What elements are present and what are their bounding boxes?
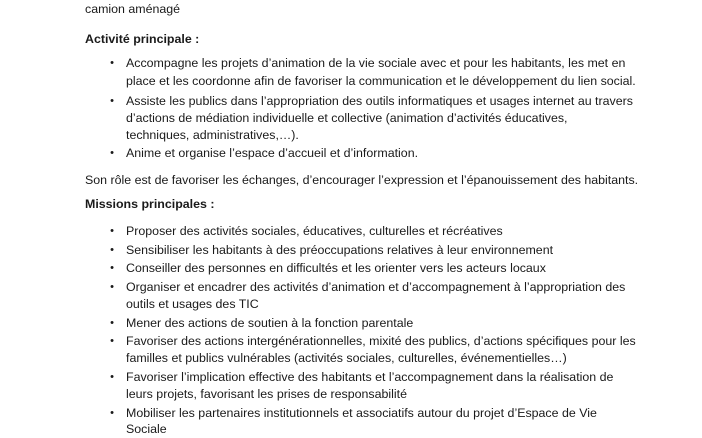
missions-item-3-line-0: Organiser et encadrer des activités d’animation et d’accompagnement à l’appropriation des	[126, 280, 626, 294]
activite-item-1-line-0: Assiste les publics dans l’appropriation des outils informatiques et usages internet au travers	[126, 94, 633, 108]
bullet-icon: •	[110, 262, 114, 274]
missions-item-3-line-1: outils et usages des TIC	[126, 297, 259, 311]
activite-item-0-line-1: place et les coordonne afin de favoriser la communication et le développement du lien social.	[126, 74, 636, 88]
bullet-icon: •	[110, 147, 114, 159]
missions-heading: Missions principales :	[85, 197, 215, 211]
missions-item-7-line-0: Mobiliser les partenaires institutionnels et associatifs autour du projet d’Espace de Vie	[126, 406, 597, 420]
missions-item-1-line-0: Sensibiliser les habitants à des préoccupations relatives à leur environnement	[126, 243, 554, 257]
missions-item-5-line-0: Favoriser des actions intergénérationnelles, mixité des publics, d’actions spécifiques pour les	[126, 334, 636, 348]
bullet-icon: •	[110, 335, 114, 347]
missions-item-0-line-0: Proposer des activités sociales, éducatives, culturelles et récréatives	[126, 224, 503, 238]
bullet-icon: •	[110, 244, 114, 256]
activite-item-0-line-0: Accompagne les projets d’animation de la vie sociale avec et pour les habitants, les met en	[126, 56, 626, 70]
bullet-icon: •	[110, 57, 114, 69]
bullet-icon: •	[110, 371, 114, 383]
activite-item-1-line-2: techniques, administratives,…).	[126, 128, 299, 142]
missions-item-6-line-0: Favoriser l’implication effective des habitants et l’accompagnement dans la réalisation de	[126, 370, 614, 384]
activite-heading: Activité principale :	[85, 32, 200, 46]
missions-item-4-line-0: Mener des actions de soutien à la fonction parentale	[126, 316, 414, 330]
missions-item-5-line-1: familles et publics vulnérables (activités sociales, culturelles, événementielles…)	[126, 351, 567, 365]
bullet-icon: •	[110, 95, 114, 107]
activite-item-1-line-1: d’actions de médiation individuelle et collective (animation d’activités éducatives,	[126, 111, 568, 125]
missions-item-2-line-0: Conseiller des personnes en difficultés et les orienter vers les acteurs locaux	[126, 261, 546, 275]
bullet-icon: •	[110, 281, 114, 293]
bullet-icon: •	[110, 317, 114, 329]
bullet-icon: •	[110, 225, 114, 237]
role-paragraph: Son rôle est de favoriser les échanges, d’encourager l’expression et l’épanouissement des habitants.	[85, 173, 639, 187]
intro-line: camion aménagé	[85, 2, 181, 16]
missions-item-6-line-1: leurs projets, favorisant les prises de responsabilité	[126, 387, 407, 401]
missions-item-7-line-1: Sociale	[126, 422, 167, 436]
activite-item-2-line-0: Anime et organise l’espace d’accueil et d’information.	[126, 146, 419, 160]
bullet-icon: •	[110, 407, 114, 419]
